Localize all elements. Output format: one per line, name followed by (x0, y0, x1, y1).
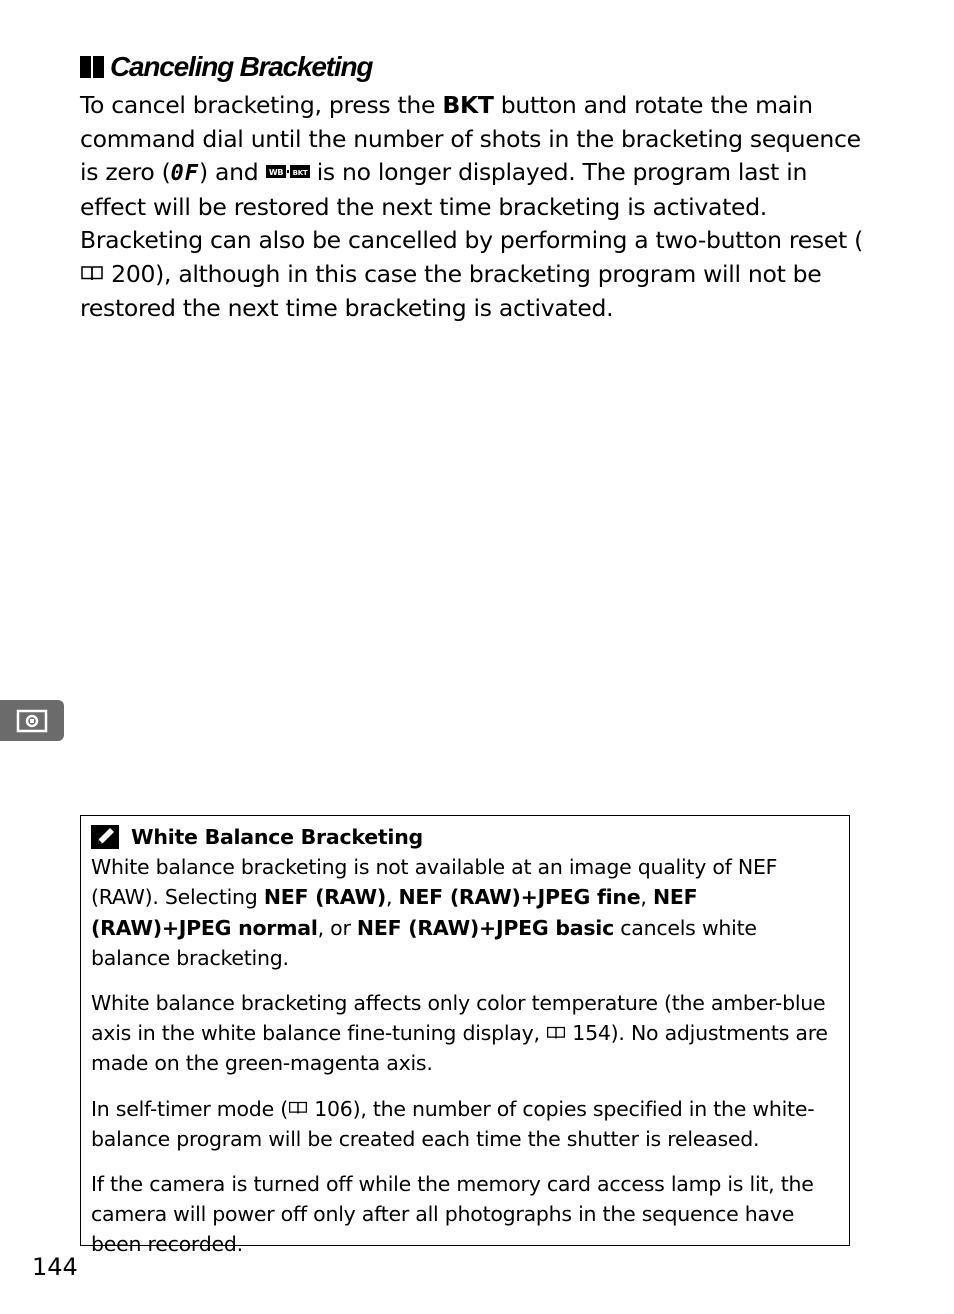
note-header (91, 822, 839, 852)
intro-text-5: 200), although in this case the bracketing program will not be restored the next time bracketing is activated. (80, 259, 822, 322)
bkt-button-label: BKT (442, 91, 494, 119)
intro-paragraph (80, 89, 870, 325)
intro-text-1: To cancel bracketing, press the (80, 91, 443, 119)
note-title: White Balance Bracketing (131, 825, 423, 849)
book-icon (80, 264, 104, 282)
option-nef-raw: NEF (RAW) (263, 885, 386, 910)
camera-shooting-icon (15, 708, 49, 734)
lcd-zero-shots: 0F (170, 161, 199, 187)
page-number: 144 (32, 1253, 78, 1281)
svg-text:BKT: BKT (292, 169, 307, 178)
section-marker-icon (80, 56, 104, 78)
separator: , or (317, 915, 357, 940)
separator: , (640, 885, 653, 910)
book-icon (288, 1100, 308, 1115)
note-paragraph-4: If the camera is turned off while the memory card access lamp is lit, the camera will power off only after all photographs in the sequence have been recorded. (91, 1172, 814, 1257)
intro-text-2: button and rotate the main command dial until the number of shots in the bracketing sequence is zero ( (80, 91, 861, 187)
note-text: White balance bracketing is not available at an image quality of NEF (RAW). Selecting (91, 855, 778, 910)
note-paragraph-1 (91, 852, 839, 973)
note-text: cancels white balance bracketing. (91, 915, 757, 970)
section-title: Canceling Bracketing (110, 51, 373, 82)
note-paragraph-3 (91, 1094, 839, 1154)
note-text: 154). No adjustments are made on the green-magenta axis. (91, 1021, 828, 1076)
intro-text-3: ) and (199, 158, 266, 187)
separator: , (385, 885, 399, 910)
pencil-icon (91, 825, 119, 849)
chapter-tab[interactable] (0, 700, 64, 741)
book-icon (546, 1025, 566, 1040)
wb-bkt-icon (266, 164, 310, 179)
note-text: White balance bracketing affects only color temperature (the amber-blue axis in the white balance fine-tuning display, (91, 991, 826, 1046)
intro-text-4: is no longer displayed. The program last in effect will be restored the next time bracketing is activated. Bracketing can also be cancelled by performing a two-button reset ( (80, 158, 863, 255)
note-text: 106), the number of copies specified in the white-balance program will be created each time the shutter is released. (91, 1096, 815, 1151)
white-balance-note (80, 815, 850, 1257)
option-nef-raw-jpeg-normal: NEF (RAW)+JPEG normal (91, 885, 698, 940)
section-heading (80, 50, 372, 84)
option-nef-raw-jpeg-fine: NEF (RAW)+JPEG fine (398, 885, 641, 910)
svg-text:WB: WB (268, 168, 283, 178)
note-text: In self-timer mode ( (91, 1096, 288, 1121)
note-paragraph-2 (91, 988, 839, 1079)
option-nef-raw-jpeg-basic: NEF (RAW)+JPEG basic (356, 915, 614, 940)
